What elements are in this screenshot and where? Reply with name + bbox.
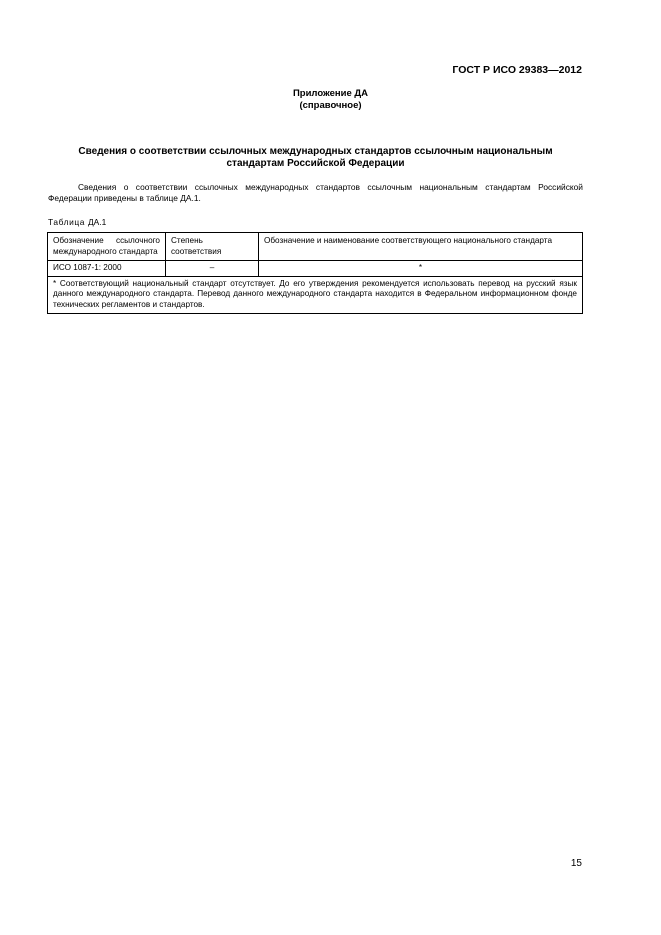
table-header-row xyxy=(48,233,583,261)
table-caption xyxy=(48,217,106,227)
cell-degree: – xyxy=(166,261,259,277)
annex-heading xyxy=(0,88,661,112)
page-number: 15 xyxy=(570,858,582,869)
table-row xyxy=(48,261,583,277)
correspondence-table xyxy=(47,232,583,314)
header-cell-degree: Степень соответствия xyxy=(166,233,259,261)
table-caption-word: Таблица xyxy=(48,217,86,227)
annex-title: Приложение ДА xyxy=(292,88,369,99)
cell-national-standard: * xyxy=(259,261,583,277)
table-footnote-row xyxy=(48,276,583,314)
table-caption-number: ДА.1 xyxy=(87,217,107,227)
section-title xyxy=(48,146,583,170)
intro-paragraph: Сведения о соответствии ссылочных международных стандартов ссылочным национальным стандартам Российской Федерации приведены в таблице ДА.1. xyxy=(48,182,583,203)
annex-type: (справочное) xyxy=(299,100,362,111)
header-cell-intl-standard: Обозначение ссылочного международного стандарта xyxy=(48,233,166,261)
standard-code-header: ГОСТ Р ИСО 29383—2012 xyxy=(452,64,582,76)
header-cell-national-standard: Обозначение и наименование соответствующего национального стандарта xyxy=(259,233,583,261)
cell-intl-standard: ИСО 1087-1: 2000 xyxy=(48,261,166,277)
section-title-line-2: стандартам Российской Федерации xyxy=(226,158,405,169)
table-footnote: * Соответствующий национальный стандарт отсутствует. До его утверждения рекомендуется использовать перевод на русский язык данного международного стандарта. Перевод данного международного стандарта находится в Федеральном информационном фонде технических регламентов и стандартов. xyxy=(48,276,583,314)
section-title-line-1: Сведения о соответствии ссылочных международных стандартов ссылочным национальным xyxy=(78,146,553,157)
